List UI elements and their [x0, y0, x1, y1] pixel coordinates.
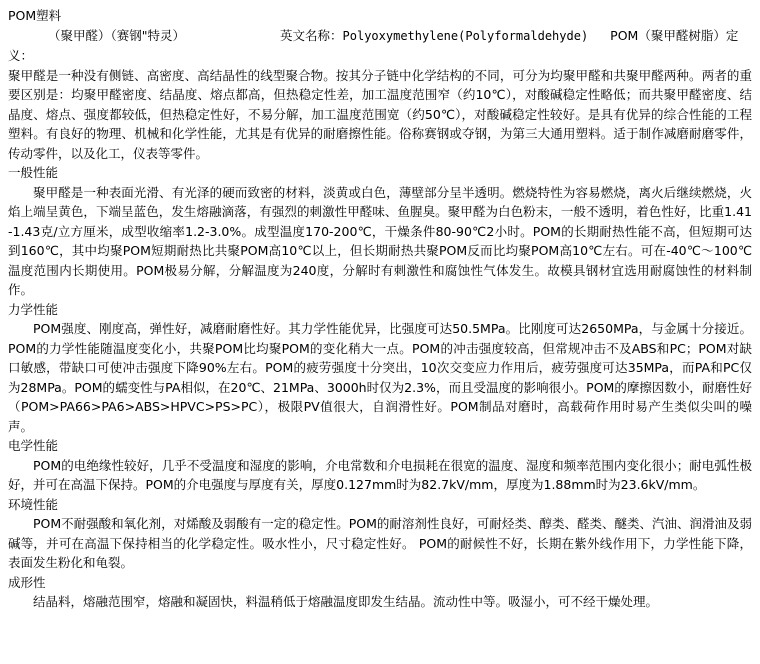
- section-paragraph-electrical: POM的电绝缘性较好，几乎不受温度和湿度的影响，介电常数和介电损耗在很宽的温度、湿度和频率范围内变化很小；耐电弧性极好，并可在高温下保持。POM的介电强度与厚度有关，厚度0.127mm时为82.7kV/mm，厚度为1.88mm时为23.6kV/mm。: [8, 457, 752, 492]
- section-paragraph-general: 聚甲醛是一种表面光滑、有光泽的硬而致密的材料，淡黄或白色，薄壁部分呈半透明。燃烧特性为容易燃烧，离火后继续燃烧，火焰上端呈黄色，下端呈蓝色，发生熔融滴落，有强烈的刺激性甲醛味、鱼腥臭。聚甲醛为白色粉末，一般不透明，着色性好，比重1.41-1.43克/立方厘米，成型收缩率1.2-3.0%。成型温度170-200℃，干燥条件80-90℃2小时。POM的长期耐热性能不高，但短期可达到160℃，其中均聚POM短期耐热比共聚POM高10℃以上，但长期耐热共聚POM反而比均聚POM高10℃左右。可在-40℃～100℃温度范围内长期使用。POM极易分解，分解温度为240度，分解时有刺激性和腐蚀性气体发生。故模具钢材宜选用耐腐蚀性的材料制作。: [8, 184, 752, 297]
- section-paragraph-mechanical: POM强度、刚度高，弹性好，减磨耐磨性好。其力学性能优异，比强度可达50.5MPa。比刚度可达2650MPa，与金属十分接近。POM的力学性能随温度变化小，共聚POM比均聚POM的变化稍大一点。POM的冲击强度较高，但常规冲击不及ABS和PC；POM对缺口敏感，带缺口可使冲击强度下降90%左右。POM的疲劳强度十分突出，10次交变应力作用后，疲劳强度可达35MPa，而PA和PC仅为28MPa。POM的蠕变性与PA相似，在20℃、21MPa、3000h时仅为2.3%，而且受温度的影响很小。POM的摩擦因数小，耐磨性好（POM>PA66>PA6>ABS>HPVC>PS>PC），极限PV值很大，自润滑性好。POM制品对磨时，高载荷作用时易产生类似尖叫的噪声。: [8, 321, 752, 434]
- section-heading-environmental: 环境性能: [8, 496, 59, 512]
- definition-label: POM（聚甲醛树脂）定义：: [8, 27, 739, 63]
- section-paragraph-environmental: POM不耐强酸和氧化剂，对烯酸及弱酸有一定的稳定性。POM的耐溶剂性良好，可耐烃类、醇类、醛类、醚类、汽油、润滑油及弱碱等，并可在高温下保持相当的化学稳定性。吸水性小，尺寸稳定性好。 POM的耐候性不好，长期在紫外线作用下，力学性能下降，表面发生粉化和龟裂。: [8, 516, 752, 570]
- section-heading-general: 一般性能: [8, 165, 59, 180]
- english-label: 英文名称：: [280, 27, 343, 43]
- alias-text: （聚甲醛）（赛钢"特灵）: [48, 27, 186, 43]
- document-title: POM塑料: [8, 8, 62, 23]
- section-heading-mechanical: 力学性能: [8, 301, 59, 317]
- english-name: Polyoxymethylene(Polyformaldehyde): [342, 28, 589, 43]
- section-paragraph-formability: 结晶料，熔融范围窄，熔融和凝固快，料温稍低于熔融温度即发生结晶。流动性中等。吸湿小，可不经干燥处理。: [33, 594, 659, 609]
- intro-paragraph: 聚甲醛是一种没有侧链、高密度、高结晶性的线型聚合物。按其分子链中化学结构的不同，可分为均聚甲醛和共聚甲醛两种。两者的重要区别是：均聚甲醛密度、结晶度、熔点都高，但热稳定性差，加工温度范围窄（约10℃），对酸碱稳定性略低；而共聚甲醛密度、结晶度、熔点、强度都较低，但热稳定性好，不易分解，加工温度范围宽（约50℃），对酸碱稳定性较好。是具有优异的综合性能的工程塑料。有良好的物理、机械和化学性能，尤其是有优异的耐磨擦性能。俗称赛钢或夺钢，为第三大通用塑料。适于制作减磨耐磨零件，传动零件，以及化工，仪表等零件。: [8, 67, 752, 161]
- section-heading-formability: 成形性: [8, 574, 46, 590]
- section-heading-electrical: 电学性能: [8, 438, 59, 453]
- header-line: [8, 26, 752, 66]
